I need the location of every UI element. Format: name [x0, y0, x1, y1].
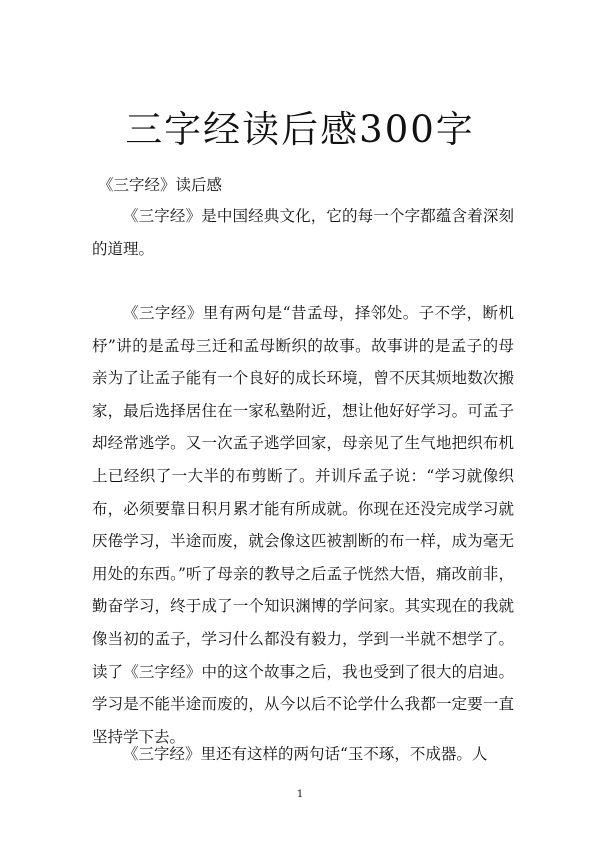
section-heading: 《三字经》读后感: [98, 176, 223, 194]
paragraph-mencius-story: 《三字经》里有两句是“昔孟母，择邻处。子不学，断机杼”讲的是孟母三迁和孟母断织的故事。故事讲的是孟子的母亲为了让孟子能有一个良好的成长环境，曾不厌其烦地数次搬家，最后选择居住在一家私塾附近，想让他好好学习。可孟子却经常逃学。又一次孟子逃学回家，母亲见了生气地把织布机上已经织了一大半的布剪断了。并训斥孟子说：“学习就像织布，必须要靠日积月累才能有所成就。你现在还没完成学习就厌倦学习，半途而废，就会像这匹被割断的布一样，成为毫无用处的东西。”听了母亲的教导之后孟子恍然大悟，痛改前非，勤奋学习，终于成了一个知识渊博的学问家。其实现在的我就像当初的孟子，学习什么都没有毅力，学到一半就不想学了。读了《三字经》中的这个故事之后，我也受到了很大的启迪。学习是不能半途而废的，从今以后不论学什么我都一定要一直坚持学下去。: [92, 304, 514, 746]
document-title: 三字经读后感300字: [125, 108, 475, 151]
paragraph-intro: 《三字经》是中国经典文化，它的每一个字都蕴含着深刻的道理。: [92, 207, 514, 258]
page-number: 1: [296, 789, 304, 800]
paragraph-jade-saying: 《三字经》里还有这样的两句话“玉不琢，不成器。人: [123, 745, 488, 763]
